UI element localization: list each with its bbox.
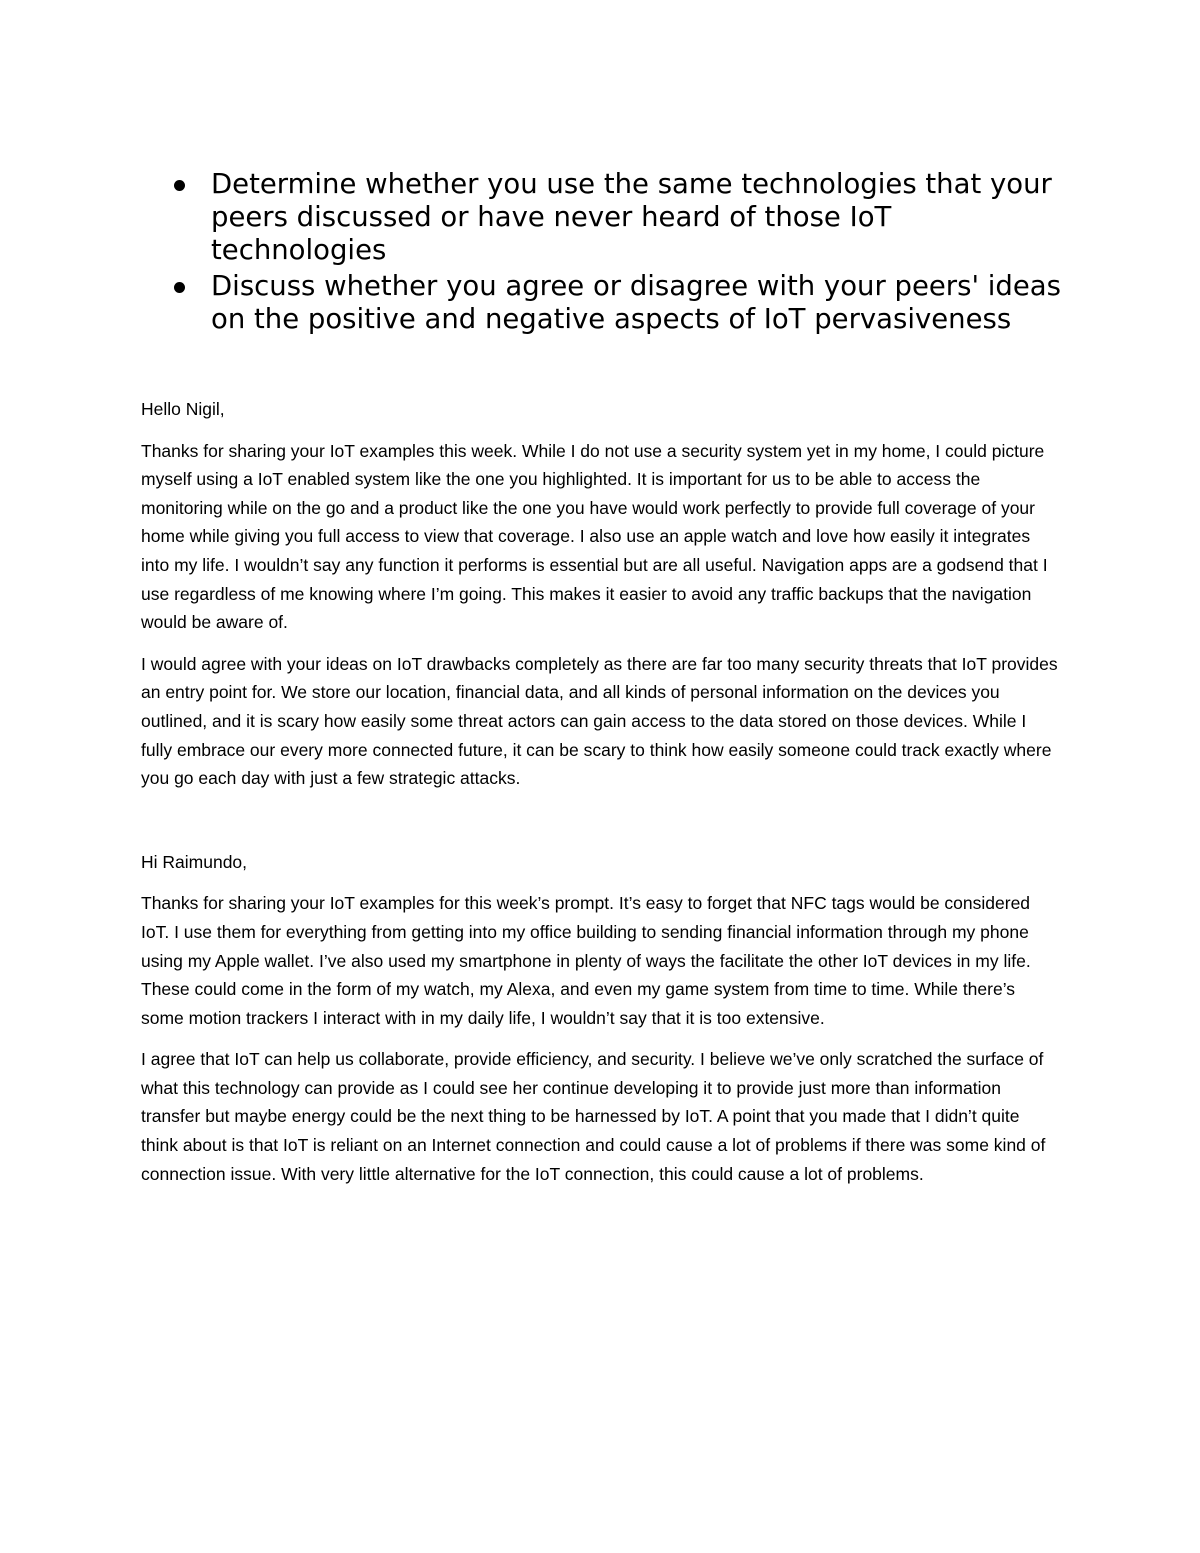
reply-2-paragraph: Thanks for sharing your IoT examples for this week’s prompt. It’s easy to forget that NFC tags would be considered IoT. I use them for everything from getting into my office building to sending financial information through my phone using my Apple wallet. I’ve also used my smartphone in plenty of ways the facilitate the other IoT devices in my life. These could come in the form of my watch, my Alexa, and even my game system from time to time. While there’s some motion trackers I interact with in my daily life, I wouldn’t say that it is too extensive. <box>141 893 1031 1028</box>
reply-2-paragraph: I agree that IoT can help us collaborate, provide efficiency, and security. I believe we’ve only scratched the surface of what this technology can provide as I could see her continue developing it to provide just more than information transfer but maybe energy could be the next thing to be harnessed by IoT. A point that you made that I didn’t quite think about is that IoT is reliant on an Internet connection and could cause a lot of problems if there was some kind of connection issue. With very little alternative for the IoT connection, this could cause a lot of problems. <box>141 1049 1046 1184</box>
blank-line <box>141 806 1061 848</box>
prompt-bullet-text: Determine whether you use the same technologies that your peers discussed or have never heard of those IoT technologies <box>211 168 1052 266</box>
bullet-icon <box>174 180 185 191</box>
reply-2-greeting: Hi Raimundo, <box>141 851 248 872</box>
prompt-bullet-text: Discuss whether you agree or disagree with your peers' ideas on the positive and negative aspects of IoT pervasiveness <box>211 270 1061 335</box>
reply-1-paragraph: Thanks for sharing your IoT examples this week. While I do not use a security system yet in my home, I could picture myself using a IoT enabled system like the one you highlighted. It is important for us to be able to access the monitoring while on the go and a product like the one you have would work perfectly to provide full coverage of your home while giving you full access to view that coverage. I also use an apple watch and love how easily it integrates into my life. I wouldn’t say any function it performs is essential but are all useful. Navigation apps are a godsend that I use regardless of me knowing where I’m going. This makes it easier to avoid any traffic backups that the navigation would be aware of. <box>141 440 1048 633</box>
document-body <box>141 395 1061 1201</box>
bullet-icon <box>174 282 185 293</box>
prompt-bullet-item <box>162 270 1062 336</box>
prompt-bullet-item <box>162 168 1062 267</box>
prompt-bullet-list <box>162 168 1062 339</box>
reply-1-greeting: Hello Nigil, <box>141 399 225 419</box>
reply-1-paragraph: I would agree with your ideas on IoT drawbacks completely as there are far too many security threats that IoT provides an entry point for. We store our location, financial data, and all kinds of personal information on the devices you outlined, and it is scary how easily some threat actors can gain access to the data stored on those devices. While I fully embrace our every more connected future, it can be scary to think how easily someone could track exactly where you go each day with just a few strategic attacks. <box>141 653 1058 789</box>
